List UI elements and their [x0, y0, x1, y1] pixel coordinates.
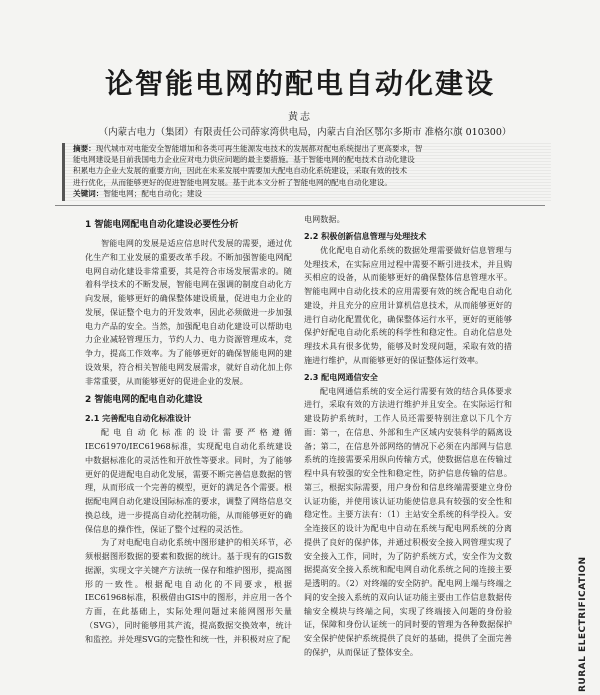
article-title: 论智能电网的配电自动化建设 — [104, 67, 495, 100]
left-column — [85, 213, 292, 646]
journal-side-label: RURAL ELECTRIFICATION — [578, 556, 588, 692]
keywords-label: 关键词： — [73, 188, 104, 198]
abstract-line-3: 积累电力企业大发展的重要方向，因此在未来发展中需要加大配电自动化系统建设，采取有效的技术 — [73, 166, 408, 176]
section-2-3-paragraph: 配电网通信系统的安全运行需要有效的结合具体要求进行，采取有效的方法进行维护并且安全。在实际运行和建设防护系统时，工作人员还需要特别注意以下几个方面：第一，在信息、外部和生产区域内安装科学的隔离设备；第二，在信息外部网络的情况下必须在内部网与信息系统的连接需要采用纵向传输方式，使数据信息在传输过程中具有较强的安全性和稳定性，防护信息传输的信息。第三，根据实际需要，用户身份和信息终端需要建立身份认证功能，并使用该认证功能使信息具有较强的安全性和稳定性。主要方法有：（1）主站安全系统的科学投入。安全连接区的设计为配电中自动在系统与配电网系统的分离提供了良好的保护体，并通过积极安全接入网管理实现了安全接入工作，同时，为了防护系统方式，安全作为文数据提高安全接入系统和配电网自动化系统之间的连接主要是透明的。（2）对终端的安全防护。配电网上端与终端之间的安全接入系统的双向认证功能主要由工作信息数据传输安全模块与终端之间，实现了终端接入问题的身份验证，保障和身份认证统一的同时要的管理为各种数据保护安全保护使保护系统提供了良好的基础，提供了全面完善的保护，从而保证了整体安全。 — [304, 385, 512, 657]
section-1-heading: 1 智能电网配电自动化建设必要性分析 — [85, 220, 239, 230]
abstract-line-1 — [73, 143, 551, 154]
abstract-divider — [55, 205, 545, 206]
section-2-1-paragraph-1: 配电自动化标准的设计需要严格遵循IEC61970/IEC61968标准，实现配电自动化系统建设中数据标准化的灵活性和开放性等要求。同时，为了能够更好的促进配电自动化发展，需要不断完善信息数据的管理，从而形成一个完善的模型，更好的满足各个需要。根据配电网自动化建设国际标准的要求，调整了网络信息交换总线，进一步提高自动化控制功能，从而能够更好的确保信息的操作性，保证了整个过程的灵活性。 — [85, 427, 292, 534]
section-2-1-paragraph-2: 为了对电配电自动化系统中图形建护的相关环节，必须根据图形数据的要素和数据的统计。基于现有的GIS数据源，实现文字关键产方法统一保存和维护图形，提高图形的一致性。根据配电自动化的不同要求，根据IEC61968标准，积极借由GIS中的图形，并应用一各个方面，在此基础上，实际处理问题过来能网图形矢量（SVG），同时能够用其产流，提高数据交换效率，统计和监控。并处理SVG的完整性和统一性，并积极对应了配 — [85, 537, 292, 644]
section-2-3-heading: 2.3 配电网通信安全 — [304, 371, 378, 382]
right-column — [304, 213, 512, 660]
article-author: 黄志 — [288, 112, 312, 123]
section-2-2-paragraph: 优化配电自动化系统的数据处理需要做好信息管理与处理技术，在实际应用过程中需要不断引进技术，并且购买相应的设备，从而能够更好的确保整体信息管理水平。智能电网中自动化技术的应用需要有效的统合配电自动化建设，并且充分的应用计算机信息技术，从而能够更好的进行自动化配置优化，确保整体运行水平，更好的更能够保护好配电自动化系统的科学性和稳定性。自动化信息处理技术具有很多优势，能够及时发现问题，采取有效的措施进行维护，从而能够更好的保证整体运行效率。 — [304, 244, 512, 365]
abstract-block — [62, 143, 551, 201]
abstract-line-4: 进行优化，从而能够更好的促进智能电网发展。基于此本文分析了智能电网的配电自动化建设。 — [73, 177, 392, 187]
keywords-line — [73, 188, 551, 199]
abstract-label: 摘要： — [73, 144, 96, 153]
section-2-heading: 2 智能电网的配电自动化建设 — [85, 395, 203, 406]
section-2-1-continuation: 电网数据。 — [304, 214, 345, 224]
section-2-1-heading: 2.1 完善配电自动化标准设计 — [85, 413, 192, 424]
section-1-paragraph: 智能电网的发展是适应信息时代发展的需要，通过优化生产和工业发展的重要改革手段。不断加强智能电网配电网自动化建设非常重要，其是符合市场发展需求的。随着科学技术的不断发展，智能电网在强调的制度自动化方向发展，能够更好的确保整体建设质量，促进电力企业的发展，保证整个电力的开发效率，因此必须做进一步加强电力产品的安全。当然，加强配电自动化建设可以帮助电力企业减轻管理压力，节约人力、电力资源管理成本，竞争力，提高工作效率。为了能够更好的确保智能电网的建设效果，符合相关智能电网发展需求，就好自动化加上你非常重要，从而能够更好的促进企业的发展。 — [85, 238, 292, 386]
article-affiliation: （内蒙古电力（集团）有限责任公司薛家湾供电局，内蒙古自治区鄂尔多斯市 准格尔旗 010300） — [98, 127, 512, 138]
abstract-line-2: 能电网建设是目前我国电力企业应对电力供应问题的最主要措施。基于智能电网的配电技术自动化建设 — [73, 155, 415, 165]
section-2-2-heading: 2.2 积极创新信息管理与处理技术 — [304, 230, 427, 241]
keywords-text: 智能电网；配电自动化；建设 — [103, 188, 203, 198]
abstract-text-1: 现代城市对电能安全智能增加和各类可再生能源发电技术的发展都对配电系统提出了更高要求，智 — [95, 144, 423, 153]
